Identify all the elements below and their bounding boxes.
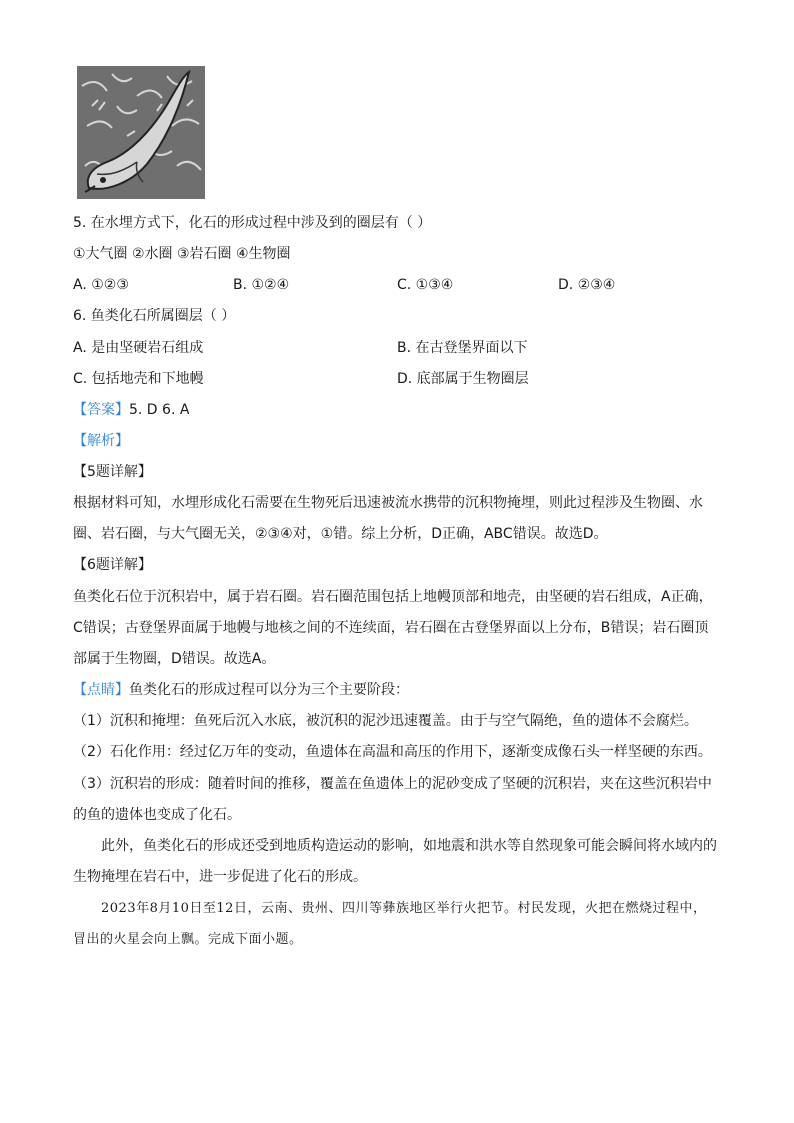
- q6-option-c: C. 包括地壳和下地幔: [73, 371, 204, 387]
- q6-option-b: B. 在古登堡界面以下: [397, 340, 528, 356]
- detail5-line-2: 圈、岩石圈，与大气圈无关，②③④对，①错。综上分析，D正确，ABC错误。故选D。: [73, 526, 608, 542]
- tip-tag: 【点睛】: [73, 682, 129, 698]
- detail6-line-3: 部属于生物圈，D错误。故选A。: [73, 651, 276, 667]
- tip-intro: 鱼类化石的形成过程可以分为三个主要阶段：: [129, 682, 409, 698]
- q5-option-c: C. ①③④: [397, 277, 454, 293]
- tip-step-1: （1）沉积和掩埋：鱼死后沉入水底，被沉积的泥沙迅速覆盖。由于与空气隔绝，鱼的遗体不会腐烂。: [73, 713, 698, 729]
- fish-fossil-image: [77, 66, 205, 199]
- tip-line: [73, 680, 409, 700]
- answer-tag: 【答案】: [73, 402, 129, 418]
- material-line-2: 冒出的火星会向上飘。完成下面小题。: [73, 932, 303, 947]
- tip-paragraph-line-1: 此外，鱼类化石的形成还受到地质构造运动的影响，如地震和洪水等自然现象可能会瞬间将水域内的: [101, 838, 717, 854]
- material-line-1: 2023年8月10日至12日，云南、贵州、四川等彝族地区举行火把节。村民发现，火把在燃烧过程中，: [101, 901, 707, 916]
- answer-line: [73, 400, 189, 420]
- q5-stem: 5. 在水埋方式下，化石的形成过程中涉及到的圈层有（ ）: [73, 215, 432, 231]
- q6-stem: 6. 鱼类化石所属圈层（ ）: [73, 308, 236, 324]
- q5-option-a: A. ①②③: [73, 277, 129, 293]
- tip-step-3b: 的鱼的遗体也变成了化石。: [73, 807, 241, 823]
- q5-option-d: D. ②③④: [558, 277, 616, 293]
- tip-step-2: （2）石化作用：经过亿万年的变动，鱼遗体在高温和高压的作用下，逐渐变成像石头一样坚硬的东西。: [73, 744, 712, 760]
- q5-items: ①大气圈 ②水圈 ③岩石圈 ④生物圈: [73, 246, 291, 262]
- q6-option-a: A. 是由坚硬岩石组成: [73, 340, 204, 356]
- detail6-line-2: C错误；古登堡界面属于地幔与地核之间的不连续面，岩石圈在古登堡界面以上分布，B错误；岩石圈顶: [73, 620, 709, 636]
- detail6-heading: 【6题详解】: [73, 557, 152, 573]
- tip-paragraph-line-2: 生物掩埋在岩石中，进一步促进了化石的形成。: [73, 869, 367, 885]
- q6-option-d: D. 底部属于生物圈层: [397, 371, 529, 387]
- answer-text: 5. D 6. A: [129, 402, 190, 418]
- detail6-line-1: 鱼类化石位于沉积岩中，属于岩石圈。岩石圈范围包括上地幔顶部和地壳，由坚硬的岩石组成，A正确，: [73, 589, 713, 605]
- detail5-line-1: 根据材料可知，水埋形成化石需要在生物死后迅速被流水携带的沉积物掩埋，则此过程涉及生物圈、水: [73, 495, 703, 511]
- tip-step-3a: （3）沉积岩的形成：随着时间的推移，覆盖在鱼遗体上的泥砂变成了坚硬的沉积岩，夹在这些沉积岩中: [73, 776, 712, 792]
- detail5-heading: 【5题详解】: [73, 464, 152, 480]
- q5-option-b: B. ①②④: [233, 277, 290, 293]
- analysis-tag: 【解析】: [73, 433, 129, 449]
